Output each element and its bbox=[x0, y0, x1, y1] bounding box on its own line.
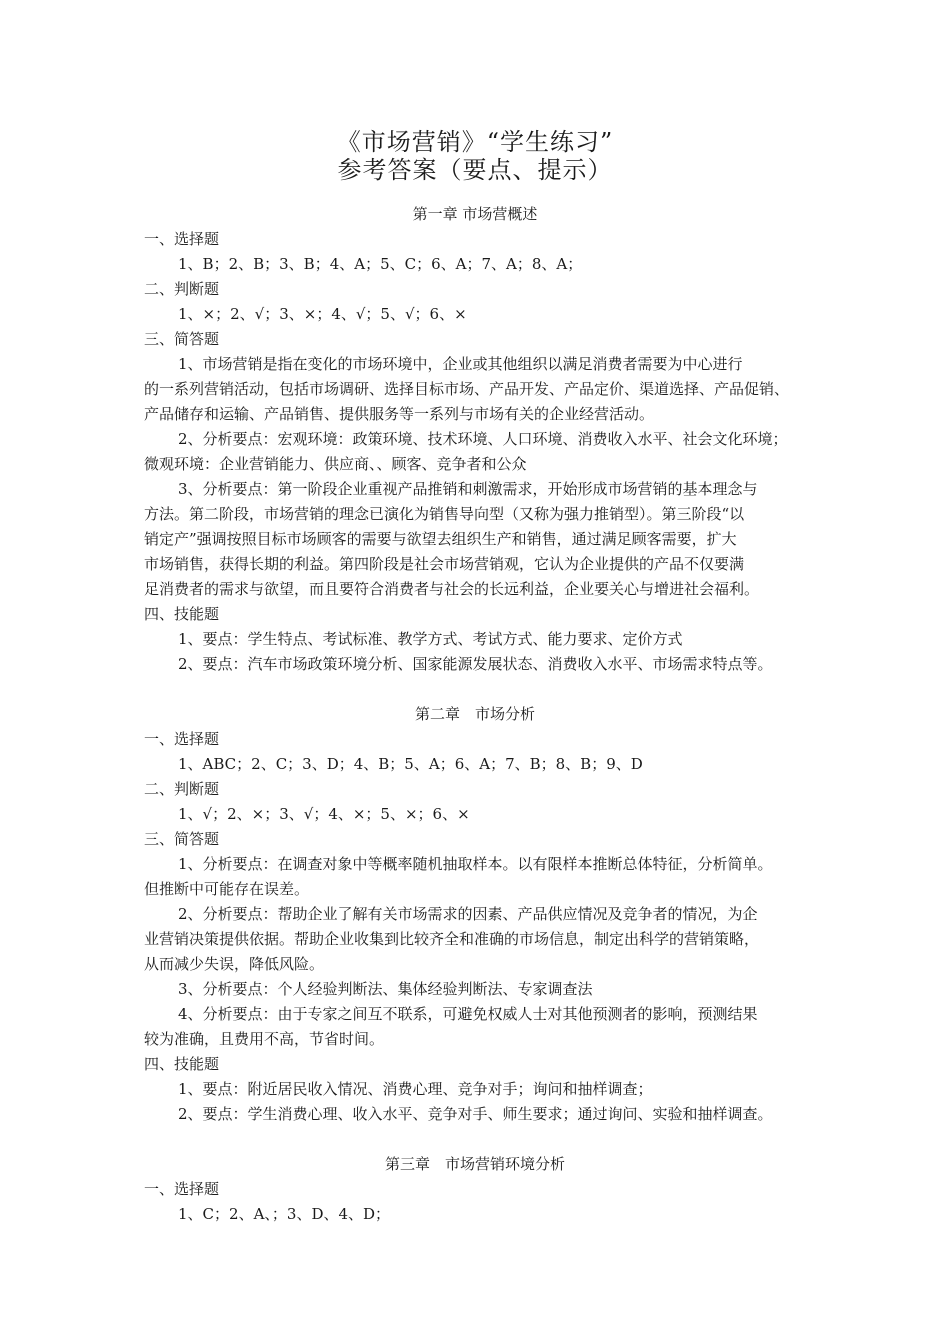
paragraph-line: 2、分析要点：帮助企业了解有关市场需求的因素、产品供应情况及竞争者的情况，为企 bbox=[178, 905, 758, 923]
paragraph-line: 微观环境：企业营销能力、供应商、、顾客、竞争者和公众 bbox=[144, 455, 527, 473]
doc-subtitle: 参考答案（要点、提示） bbox=[337, 156, 613, 184]
ch3-choice-answers: 1、C；2、A、；3、D、4、D； bbox=[178, 1205, 391, 1223]
ch2-choice-answers: 1、ABC；2、C；3、D；4、B；5、A；6、A；7、B；8、B；9、D bbox=[178, 755, 643, 773]
paragraph-line: 3、分析要点：第一阶段企业重视产品推销和刺激需求，开始形成市场营销的基本理念与 bbox=[178, 480, 758, 498]
chapter-2-title: 第二章 市场分析 bbox=[414, 705, 535, 723]
doc-title: 《市场营销》“学生练习” bbox=[336, 128, 614, 156]
chapter-1-title: 第一章 市场营概述 bbox=[412, 205, 538, 223]
paragraph-line: 1、要点：学生特点、考试标准、教学方式、考试方式、能力要求、定价方式 bbox=[178, 630, 683, 648]
ch1-choice-answers: 1、B；2、B；3、B；4、A；5、C；6、A；7、A；8、A； bbox=[178, 255, 583, 273]
paragraph-line: 较为准确，且费用不高，节省时间。 bbox=[144, 1030, 385, 1048]
ch1-section-skill: 四、技能题 bbox=[144, 605, 220, 623]
paragraph-line: 1、市场营销是指在变化的市场环境中，企业或其他组织以满足消费者需要为中心进行 bbox=[178, 355, 743, 373]
paragraph-line: 1、要点：附近居民收入情况、消费心理、竞争对手；询问和抽样调查； bbox=[178, 1080, 653, 1098]
paragraph-line: 3、分析要点：个人经验判断法、集体经验判断法、专家调查法 bbox=[178, 980, 593, 998]
paragraph-line: 2、分析要点：宏观环境：政策环境、技术环境、人口环境、消费收入水平、社会文化环境； bbox=[178, 430, 788, 448]
paragraph-line: 2、要点：学生消费心理、收入水平、竞争对手、师生要求；通过询问、实验和抽样调查。 bbox=[178, 1105, 773, 1123]
paragraph-line: 从而减少失误，降低风险。 bbox=[144, 955, 325, 973]
paragraph-line: 但推断中可能存在误差。 bbox=[144, 880, 310, 898]
ch2-section-judge: 二、判断题 bbox=[144, 780, 220, 798]
paragraph-line: 的一系列营销活动，包括市场调研、选择目标市场、产品开发、产品定价、渠道选择、产品促销、 bbox=[144, 380, 790, 398]
ch2-section-short: 三、简答题 bbox=[144, 830, 220, 848]
paragraph-line: 1、分析要点：在调查对象中等概率随机抽取样本。以有限样本推断总体特征，分析简单。 bbox=[178, 855, 773, 873]
ch2-section-skill: 四、技能题 bbox=[144, 1055, 220, 1073]
paragraph-line: 产品储存和运输、产品销售、提供服务等一系列与市场有关的企业经营活动。 bbox=[144, 405, 655, 423]
ch2-judge-answers: 1、√；2、×；3、√；4、×；5、×；6、× bbox=[178, 805, 470, 823]
paragraph-line: 足消费者的需求与欲望，而且要符合消费者与社会的长远利益，企业要关心与增进社会福利。 bbox=[144, 580, 760, 598]
ch3-section-choice: 一、选择题 bbox=[144, 1180, 220, 1198]
paragraph-line: 市场销售，获得长期的利益。第四阶段是社会市场营销观，它认为企业提供的产品不仅要满 bbox=[144, 555, 745, 573]
ch1-judge-answers: 1、×；2、√；3、×；4、√；5、√；6、× bbox=[178, 305, 467, 323]
paragraph-line: 方法。第二阶段，市场营销的理念已演化为销售导向型（又称为强力推销型）。第三阶段“以 bbox=[144, 505, 745, 523]
paragraph-line: 销定产”强调按照目标市场顾客的需要与欲望去组织生产和销售，通过满足顾客需要，扩大 bbox=[144, 530, 737, 548]
ch1-section-short: 三、简答题 bbox=[144, 330, 220, 348]
ch2-section-choice: 一、选择题 bbox=[144, 730, 220, 748]
ch1-section-choice: 一、选择题 bbox=[144, 230, 220, 248]
paragraph-line: 2、要点：汽车市场政策环境分析、国家能源发展状态、消费收入水平、市场需求特点等。 bbox=[178, 655, 773, 673]
chapter-3-title: 第三章 市场营销环境分析 bbox=[384, 1155, 565, 1173]
ch1-section-judge: 二、判断题 bbox=[144, 280, 220, 298]
paragraph-line: 4、分析要点：由于专家之间互不联系，可避免权威人士对其他预测者的影响，预测结果 bbox=[178, 1005, 758, 1023]
paragraph-line: 业营销决策提供依据。帮助企业收集到比较齐全和准确的市场信息，制定出科学的营销策略， bbox=[144, 930, 760, 948]
